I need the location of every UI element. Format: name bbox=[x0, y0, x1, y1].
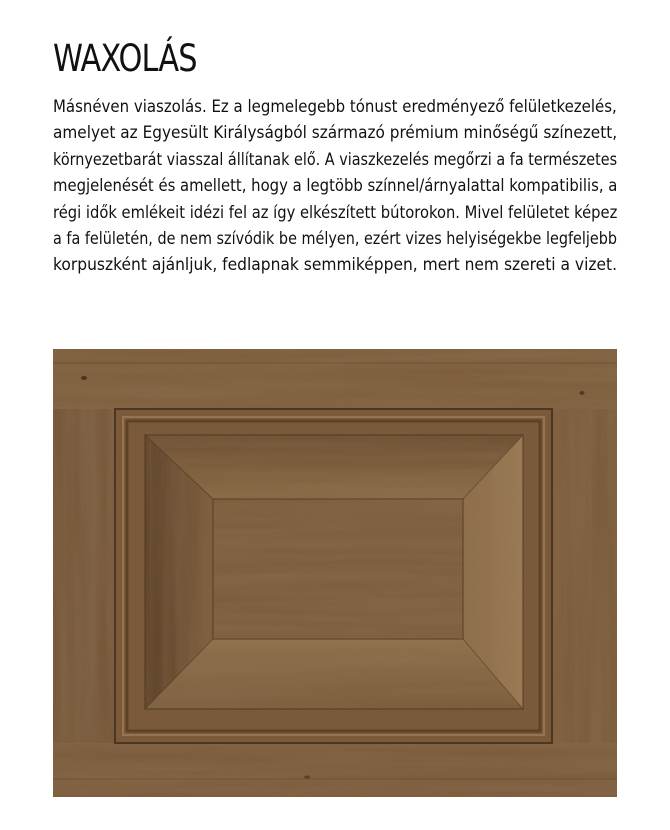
wood-panel-image bbox=[53, 349, 617, 797]
paragraph-line: amelyet az Egyesült Királyságból származó prémium minőségű színezett, bbox=[53, 123, 618, 143]
paragraph-line: környezetbarát viasszal állítanak elő. A viaszkezelés megőrzi a fa természetes bbox=[53, 149, 618, 169]
paragraph-line: korpuszként ajánljuk, fedlapnak semmiképpen, mert nem szereti a vizet. bbox=[53, 255, 618, 275]
paragraph-line: a fa felületén, de nem szívódik be mélyen, ezért vizes helyiségekbe legfeljebb bbox=[53, 228, 617, 248]
paragraph-line: megjelenését és amellett, hogy a legtöbb színnel/árnyalattal kompatibilis, a bbox=[53, 176, 618, 196]
description-paragraph bbox=[53, 94, 617, 279]
paragraph-line: régi idők emlékeit idézi fel az így elkészített bútorokon. Mivel felületet képez bbox=[53, 202, 618, 222]
page-title: WAXOLÁS bbox=[53, 37, 197, 80]
wood-panel-illustration bbox=[53, 349, 617, 797]
paragraph-line: Másnéven viaszolás. Ez a legmelegebb tónust eredményező felületkezelés, bbox=[53, 97, 617, 116]
